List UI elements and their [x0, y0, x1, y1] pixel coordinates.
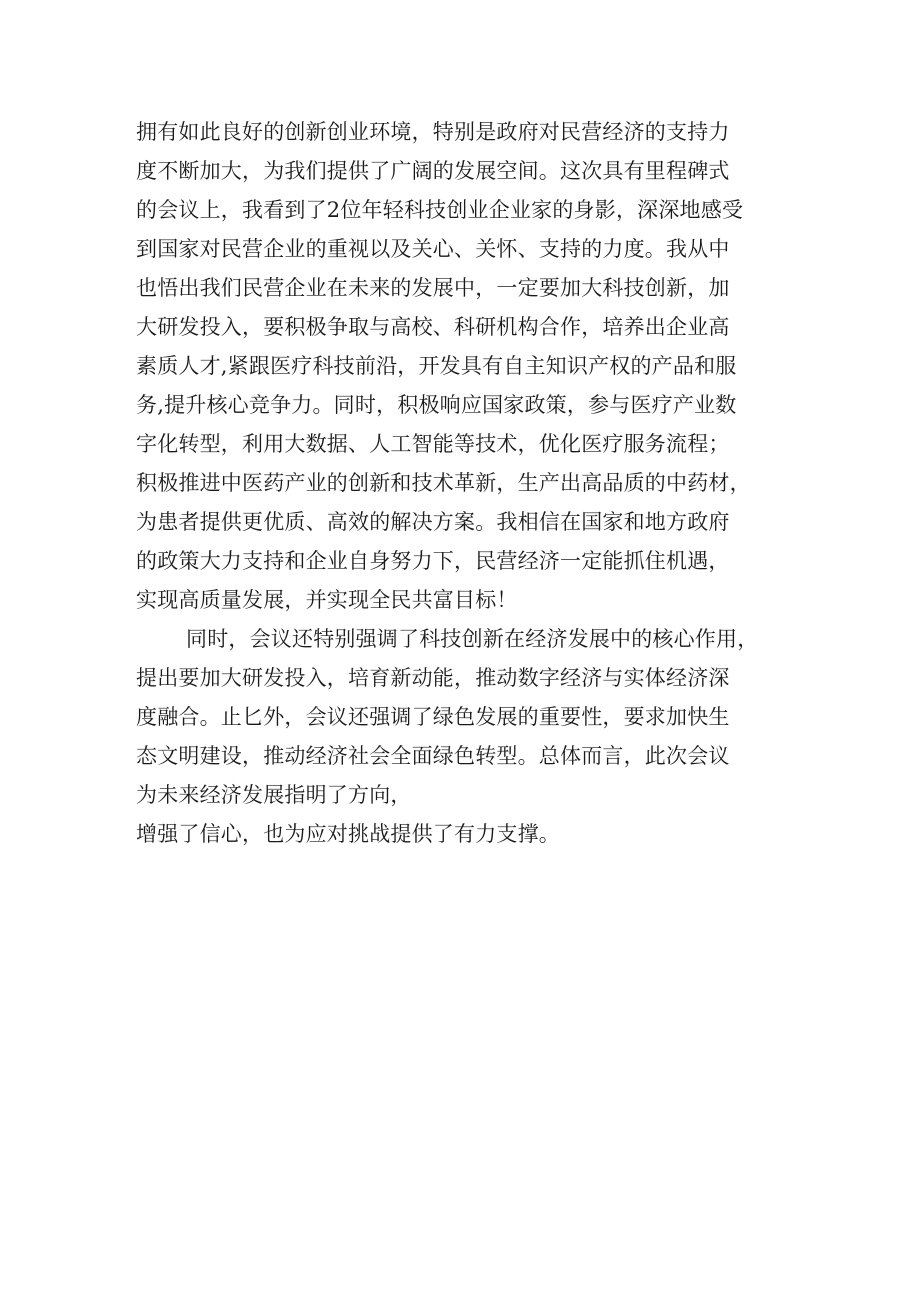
- paragraph-2-line-6: 增强了信心，也为应对挑战提供了有力支撑。: [136, 822, 560, 846]
- paragraph-2-line-5: 为未来经济发展指明了方向，: [136, 783, 412, 807]
- paragraph-1-line-13: 实现高质量发展，并实现全民共富目标！: [136, 588, 518, 612]
- paragraph-1-line-11: 为患者提供更优质、高效的解决方案。我相信在国家和地方政府: [136, 510, 730, 534]
- paragraph-1-line-6: 大研发投入，要积极争取与高校、科研机构合作，培养出企业高: [136, 315, 730, 339]
- paragraph-1-line-4: 到国家对民营企业的重视以及关心、关怀、支持的力度。我从中: [136, 237, 730, 261]
- paragraph-1-line-2: 度不断加大，为我们提供了广阔的发展空间。这次具有里程碑式: [136, 159, 730, 183]
- paragraph-1-line-9: 字化转型，利用大数据、人工智能等技术，优化医疗服务流程；: [136, 432, 730, 456]
- paragraph-1-line-10: 积极推进中医药产业的创新和技术革新，生产出高品质的中药材，: [136, 471, 751, 495]
- paragraph-2-line-4: 态文明建设，推动经济社会全面绿色转型。总体而言，此次会议: [136, 744, 730, 768]
- paragraph-1-line-1: 拥有如此良好的创新创业环境，特别是政府对民营经济的支持力: [136, 120, 730, 144]
- paragraph-1-line-7: 素质人才,紧跟医疗科技前沿，开发具有自主知识产权的产品和服: [136, 354, 737, 378]
- paragraph-1-line-3: 的会议上，我看到了2位年轻科技创业企业家的身影，深深地感受: [136, 198, 744, 222]
- paragraph-1-line-12: 的政策大力支持和企业自身努力下，民营经济一定能抓住机遇，: [136, 549, 730, 573]
- paragraph-2-line-3: 度融合。止匕外，会议还强调了绿色发展的重要性，要求加快生: [136, 705, 730, 729]
- paragraph-1-line-8: 务,提升核心竞争力。同时，积极响应国家政策，参与医疗产业数: [136, 393, 737, 417]
- paragraph-2-line-2: 提出要加大研发投入，培育新动能，推动数字经济与实体经济深: [136, 666, 730, 690]
- paragraph-2-line-1: 同时，会议还特别强调了科技创新在经济发展中的核心作用，: [186, 627, 759, 651]
- paragraph-1-line-5: 也悟出我们民营企业在未来的发展中，一定要加大科技创新，加: [136, 276, 730, 300]
- body-text: [136, 113, 796, 854]
